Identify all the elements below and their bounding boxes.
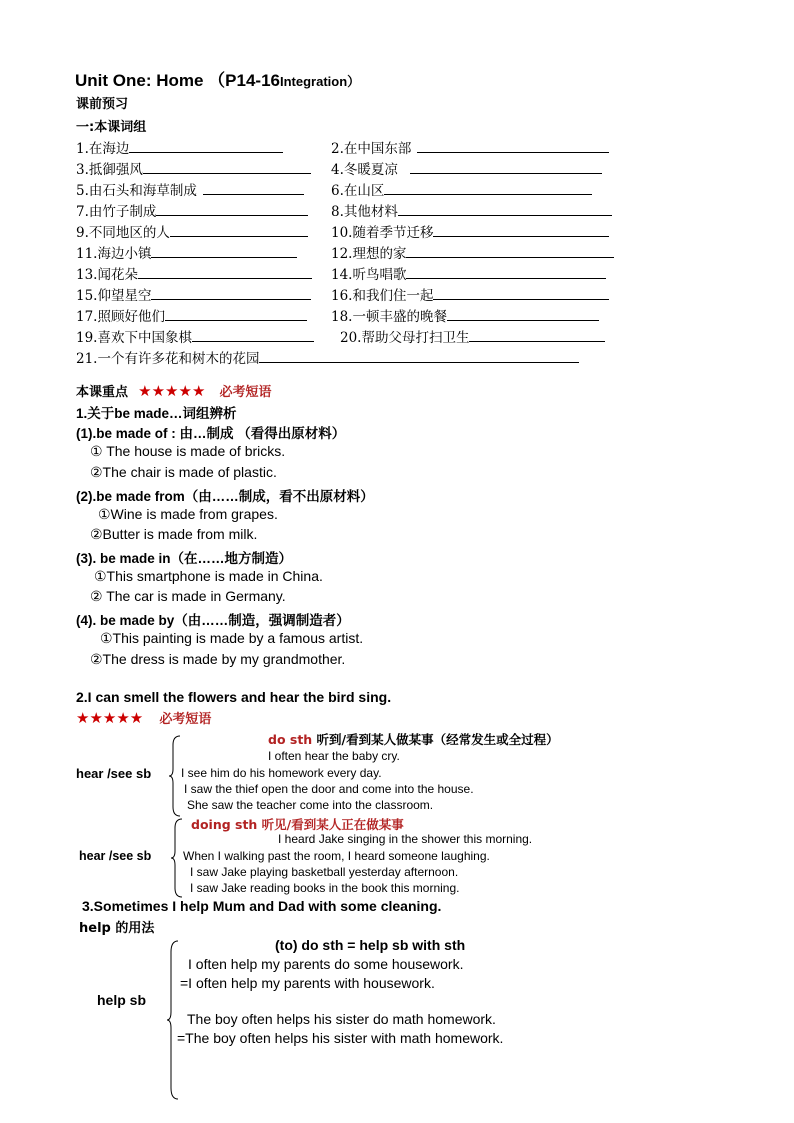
must-label: 必考短语 (219, 385, 272, 400)
key-header: 本课重点 ★★★★★ 必考短语 (76, 382, 272, 400)
vocab-item: 17.照顾好他们 (76, 305, 307, 325)
vocab-item: 6.在山区 (331, 179, 592, 199)
help-sb-label: help sb (97, 992, 147, 1008)
part1-c-title: (3). be made in（在……地方制造） (76, 551, 293, 566)
example-line: I see him do his homework every day. (181, 766, 382, 780)
vocab-item: 9.不同地区的人 (76, 221, 308, 241)
example-line: ② The car is made in Germany. (90, 588, 286, 604)
example-line: The boy often helps his sister do math homework. (187, 1011, 496, 1027)
example-line: I saw the thief open the door and come into the house. (184, 782, 474, 796)
example-line: I often help my parents do some housework. (188, 956, 464, 972)
vocab-item: 16.和我们住一起 (331, 284, 609, 304)
brace-icon (166, 940, 180, 1100)
page-title (75, 66, 360, 91)
vocab-item: 18.一顿丰盛的晚餐 (331, 305, 599, 325)
group1-label: hear /see sb (76, 766, 152, 781)
brace-icon (170, 818, 184, 898)
vocab-item: 11.海边小镇 (76, 242, 297, 262)
vocab-item: 20.帮助父母打扫卫生 (340, 326, 605, 346)
example-line: I saw Jake reading books in the book this morning. (190, 881, 460, 895)
part2-stars: ★★★★★ 必考短语 (76, 709, 212, 727)
example-line: When I walking past the room, I heard someone laughing. (183, 849, 490, 863)
example-line: ①This painting is made by a famous artist. (100, 630, 364, 646)
part1-heading: 1.关于be made…词组辨析 (76, 406, 237, 421)
example-line: She saw the teacher come into the classroom. (187, 798, 434, 812)
example-line: I heard Jake singing in the shower this morning. (278, 832, 533, 846)
title-suffix: Integration） (280, 74, 361, 89)
preview-label: 课前预习 (76, 97, 129, 112)
vocab-item: 7.由竹子制成 (76, 200, 308, 220)
vocab-item: 21.一个有许多花和树木的花园 (76, 347, 579, 367)
vocab-item: 5.由石头和海草制成 (76, 179, 304, 199)
example-line: ②Butter is made from milk. (90, 526, 258, 542)
help-usage-label: help 的用法 (79, 921, 155, 936)
example-line: ①Wine is made from grapes. (98, 506, 278, 522)
help-rule: (to) do sth = help sb with sth (275, 937, 466, 953)
example-line: =The boy often helps his sister with math homework. (177, 1030, 504, 1046)
rule-do-sth: do sth 听到/看到某人做某事（经常发生或全过程） (268, 732, 559, 747)
part2-heading: 2.I can smell the flowers and hear the bird sing. (76, 689, 392, 705)
vocab-item: 19.喜欢下中国象棋 (76, 326, 314, 346)
part1-a-title: (1).be made of : 由…制成 （看得出原材料） (76, 426, 346, 441)
vocab-item: 13.闻花朵 (76, 263, 312, 283)
vocab-item: 1.在海边 (76, 137, 283, 157)
vocab-item: 4.冬暖夏凉 (331, 158, 602, 178)
brace-icon (168, 735, 182, 817)
group2-label: hear /see sb (79, 849, 152, 863)
example-line: ②The dress is made by my grandmother. (90, 651, 346, 667)
vocab-item: 10.随着季节迁移 (331, 221, 609, 241)
part3-heading: 3.Sometimes I help Mum and Dad with some cleaning. (82, 898, 442, 914)
star-rating-icon: ★★★★★ (76, 709, 144, 727)
example-line: =I often help my parents with housework. (180, 975, 435, 991)
section1-label: 一:本课词组 (76, 120, 147, 135)
part1-b-title: (2).be made from（由……制成，看不出原材料） (76, 489, 374, 504)
star-rating-icon: ★★★★★ (138, 382, 206, 400)
vocab-item: 15.仰望星空 (76, 284, 311, 304)
title-main: Unit One: Home （P14-16 (75, 71, 280, 90)
vocab-item: 2.在中国东部 (331, 137, 609, 157)
vocab-item: 12.理想的家 (331, 242, 614, 262)
vocab-item: 14.听鸟唱歌 (331, 263, 606, 283)
example-line: ① The house is made of bricks. (90, 443, 286, 459)
example-line: I often hear the baby cry. (268, 749, 400, 763)
example-line: ①This smartphone is made in China. (94, 568, 323, 584)
example-line: I saw Jake playing basketball yesterday afternoon. (190, 865, 459, 879)
part1-d-title: (4). be made by（由……制造，强调制造者） (76, 613, 350, 628)
example-line: ②The chair is made of plastic. (90, 464, 277, 480)
vocab-item: 3.抵御强风 (76, 158, 311, 178)
rule-doing-sth: doing sth 听见/看到某人正在做某事 (191, 817, 404, 832)
vocab-item: 8.其他材料 (331, 200, 612, 220)
